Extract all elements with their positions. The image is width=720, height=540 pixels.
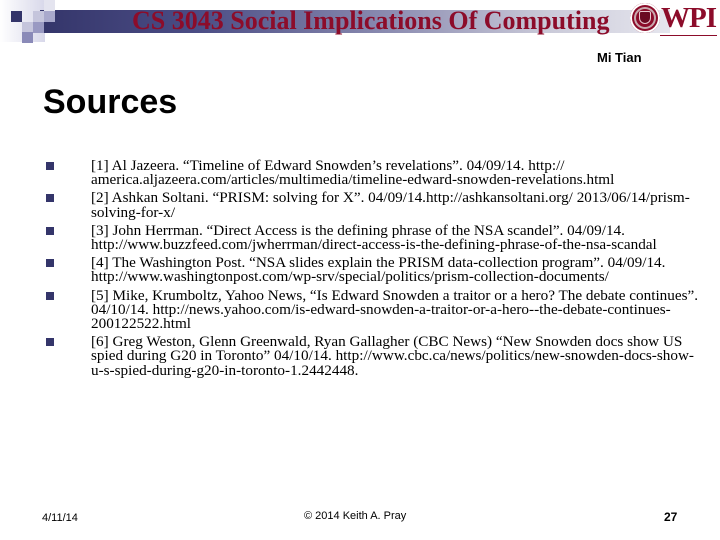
corner-square-decoration (44, 11, 55, 22)
source-item (43, 256, 703, 284)
seal-shield-icon (639, 11, 651, 24)
wpi-seal-icon (630, 3, 660, 33)
square-bullet-icon (46, 162, 54, 170)
slide-title: Sources (43, 83, 178, 121)
square-bullet-icon (46, 292, 54, 300)
page-number: 27 (664, 510, 678, 524)
source-text: [3] John Herrman. “Direct Access is the defining phrase of the NSA scandel”. 04/09/14. http://www.buzzfeed.com/jwherrman/direct-access-is-the-defining-phrase-of-the-nsa-scandal (91, 221, 657, 254)
footer-date: 4/11/14 (42, 512, 78, 524)
corner-square-decoration (33, 11, 44, 22)
source-text: [1] Al Jazeera. “Timeline of Edward Snowden’s revelations”. 04/09/14. http:// america.aljazeera.com/articles/multimedia/timeline-edward-snowden-revelations.html (91, 157, 615, 189)
square-bullet-icon (46, 338, 54, 346)
corner-square-decoration (22, 32, 33, 43)
logo-text: WPI (661, 2, 716, 34)
wpi-logo (630, 3, 720, 37)
source-text: [2] Ashkan Soltani. “PRISM: solving for X”. 04/09/14.http://ashkansoltani.org/ 2013/06/14/prism-solving-for-x/ (91, 189, 690, 221)
course-title: CS 3043 Social Implications Of Computing (132, 6, 610, 35)
corner-square-decoration (11, 11, 22, 22)
source-item (43, 191, 703, 219)
square-bullet-icon (46, 194, 54, 202)
source-text: [5] Mike, Krumboltz, Yahoo News, “Is Edward Snowden a traitor or a hero? The debate continues”. 04/10/14. http://news.yahoo.com/is-edward-snowden-a-traitor-or-a-hero--the-debate-continues-200122522.html (91, 286, 699, 333)
logo-underline (660, 35, 717, 36)
source-text: [6] Greg Weston, Glenn Greenwald, Ryan Gallagher (CBC News) “New Snowden docs show US spied during G20 in Toronto” 04/10/14. http://www.cbc.ca/news/politics/new-snowden-docs-show-u-s-spied-during-g20-in-toronto-1.2442448. (91, 333, 694, 379)
author-name: Mi Tian (597, 50, 642, 65)
square-bullet-icon (46, 227, 54, 235)
source-item (43, 159, 703, 187)
corner-square-decoration (33, 22, 44, 33)
source-item (43, 286, 703, 333)
square-bullet-icon (46, 259, 54, 267)
footer-copyright: © 2014 Keith A. Pray (304, 510, 407, 522)
source-item (43, 221, 703, 254)
source-list (43, 159, 703, 382)
source-item (43, 335, 703, 378)
corner-square-decoration (44, 0, 55, 11)
source-text: [4] The Washington Post. “NSA slides explain the PRISM data-collection program”. 04/09/14. http://www.washingtonpost.com/wp-srv/special/politics/prism-collection-documents/ (91, 254, 666, 286)
